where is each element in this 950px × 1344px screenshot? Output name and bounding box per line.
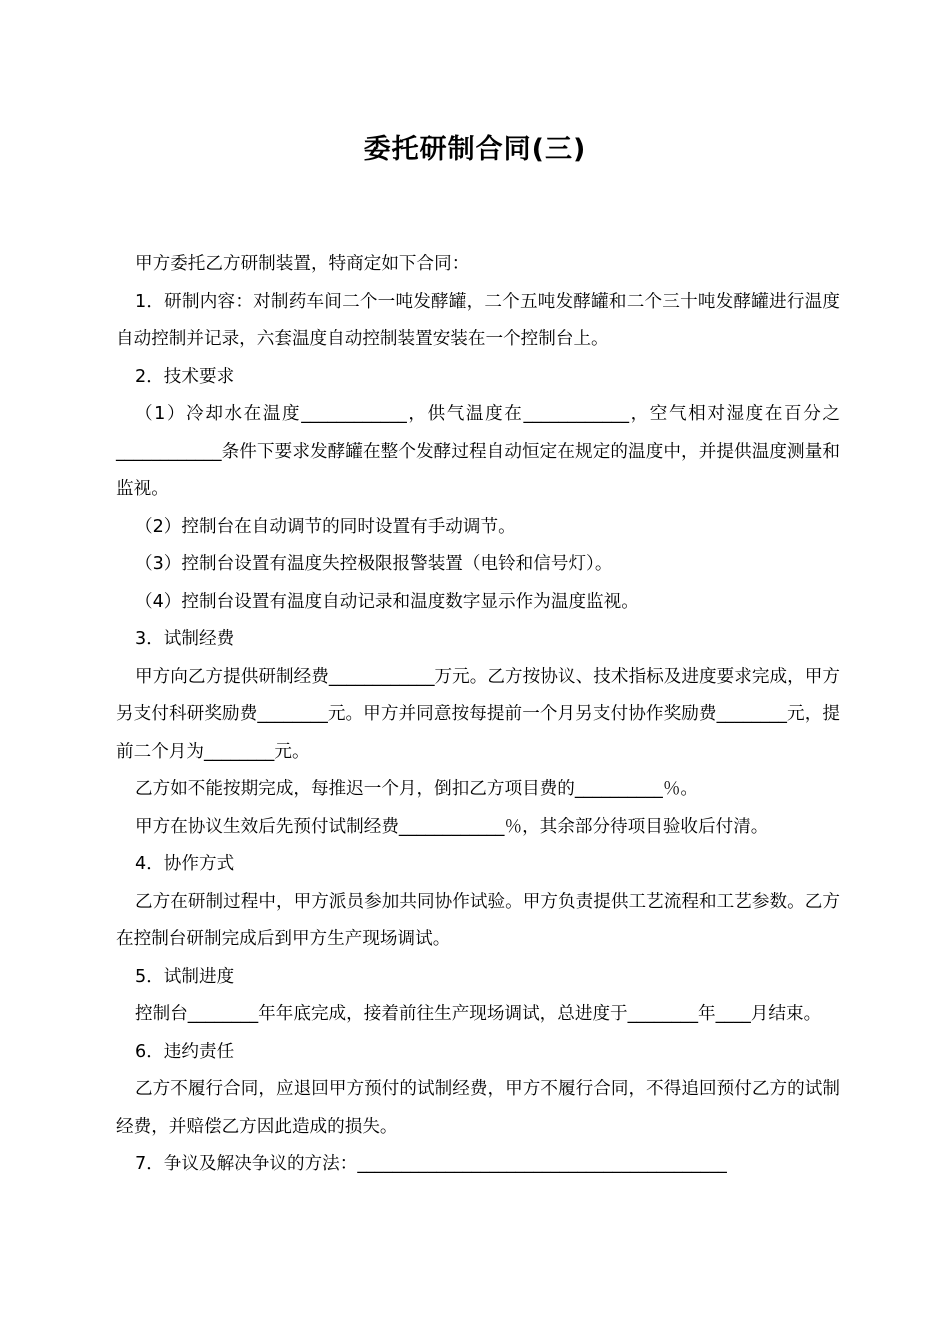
paragraph-clause-3-2: 乙方如不能按期完成，每推迟一个月，倒扣乙方项目费的__________％。 [135, 779, 699, 799]
paragraph-clause-5-1: 控制台________年年底完成，接着前往生产现场调试，总进度于________年____月结束。 [135, 1004, 822, 1024]
paragraph-clause-7: 7．争议及解决争议的方法：__________________________________________ [135, 1154, 727, 1174]
paragraph-clause-2-2: （2）控制台在自动调节的同时设置有手动调节。 [135, 516, 516, 537]
paragraph-clause-4-1: 乙方在研制过程中，甲方派员参加共同协作试验。甲方负责提供工艺流程和工艺参数。乙方在控制台研制完成后到甲方生产现场调试。 [116, 891, 840, 949]
paragraph-intro: 甲方委托乙方研制装置，特商定如下合同： [135, 254, 470, 274]
paragraph-clause-3-3: 甲方在协议生效后先预付试制经费____________％，其余部分待项目验收后付清。 [135, 816, 769, 837]
paragraph-clause-2-3: （3）控制台设置有温度失控极限报警装置（电铃和信号灯）。 [135, 554, 613, 574]
heading-clause-6: 6．违约责任 [135, 1041, 235, 1062]
heading-clause-4: 4．协作方式 [135, 854, 235, 874]
paragraph-clause-1: 1．研制内容：对制药车间二个一吨发酵罐，二个五吨发酵罐和二个三十吨发酵罐进行温度自动控制并记录，六套温度自动控制装置安装在一个控制台上。 [116, 291, 840, 349]
document-body [116, 246, 840, 1184]
paragraph-clause-6-1: 乙方不履行合同，应退回甲方预付的试制经费，甲方不履行合同，不得追回预付乙方的试制经费，并赔偿乙方因此造成的损失。 [116, 1079, 840, 1137]
heading-clause-2: 2．技术要求 [135, 366, 235, 387]
paragraph-clause-2-4: （4）控制台设置有温度自动记录和温度数字显示作为温度监视。 [135, 591, 639, 612]
heading-clause-5: 5．试制进度 [135, 966, 235, 987]
paragraph-clause-2-1: （1）冷却水在温度____________，供气温度在____________，空气相对湿度在百分之____________条件下要求发酵罐在整个发酵过程自动恒定在规定的温度中，并提供温度测量和监视。 [116, 404, 840, 499]
paragraph-clause-3-1: 甲方向乙方提供研制经费____________万元。乙方按协议、技术指标及进度要求完成，甲方另支付科研奖励费________元。甲方并同意按每提前一个月另支付协作奖励费________元，提前二个月为________元。 [116, 666, 840, 762]
heading-clause-3: 3．试制经费 [135, 629, 235, 649]
document-title: 委托研制合同(三) [363, 134, 587, 165]
